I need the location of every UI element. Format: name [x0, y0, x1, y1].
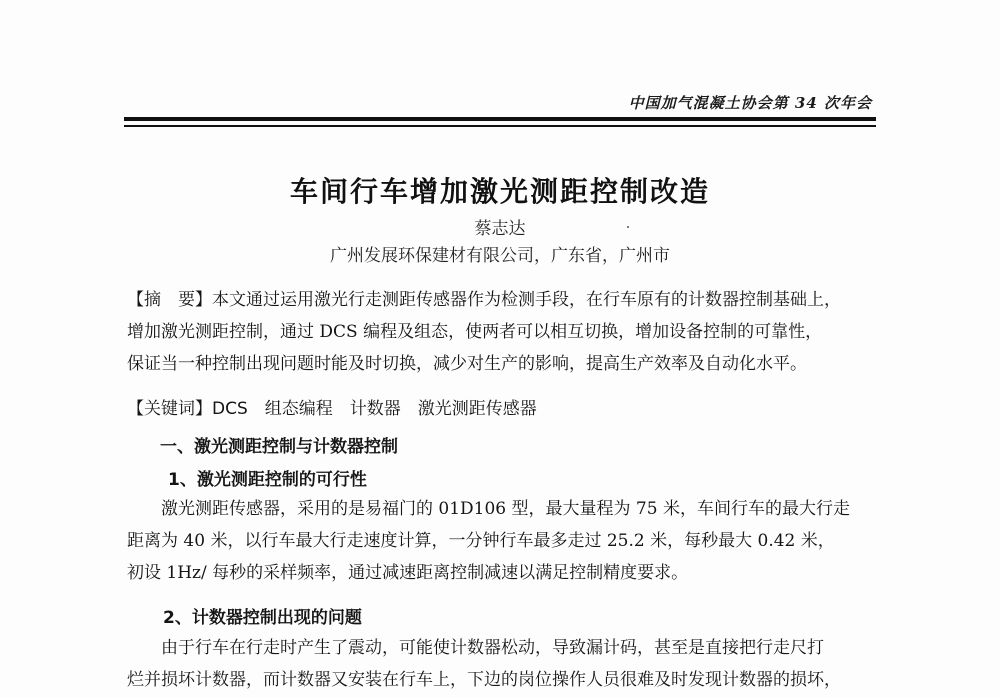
body-paragraph-2	[161, 632, 824, 664]
header-rule-thick	[124, 117, 876, 121]
abstract-block	[127, 284, 841, 380]
body-paragraph-1	[161, 493, 850, 525]
body-line: 烂并损坏计数器，而计数器又安装在行车上，下边的岗位操作人员很难及时发现计数器的损坏，	[127, 670, 841, 690]
conference-header: 中国加气混凝土协会第 34 次年会	[628, 94, 872, 112]
keywords-line: 【关键词】DCS 组态编程 计数器 激光测距传感器	[127, 399, 537, 419]
body-paragraph-2-cont	[127, 664, 841, 696]
body-paragraph-1-cont	[127, 525, 835, 589]
body-line: 初设 1Hz/ 每秒的采样频率，通过减速距离控制减速以满足控制精度要求。	[127, 563, 689, 583]
abstract-line: 增加激光测距控制，通过 DCS 编程及组态，使两者可以相互切换，增加设备控制的可靠性，	[127, 322, 823, 342]
subsection-heading-1-1: 1、激光测距控制的可行性	[168, 470, 367, 490]
body-line: 激光测距传感器，采用的是易福门的 01D106 型，最大量程为 75 米，车间行车的最大行走	[161, 499, 850, 519]
header-rule-thin	[124, 125, 876, 127]
paper-title: 车间行车增加激光测距控制改造	[289, 175, 710, 208]
subsection-heading-1-2: 2、计数器控制出现的问题	[163, 608, 362, 628]
section-heading-1: 一、激光测距控制与计数器控制	[160, 437, 398, 457]
body-line: 由于行车在行走时产生了震动，可能使计数器松动，导致漏计码，甚至是直接把行走尺打	[161, 638, 824, 658]
paper-author: 蔡志达	[474, 219, 526, 239]
body-line: 距离为 40 米，以行车最大行走速度计算，一分钟行车最多走过 25.2 米，每秒最大 0.42 米，	[127, 531, 835, 551]
paper-affiliation: 广州发展环保建材有限公司，广东省，广州市	[330, 246, 670, 266]
abstract-line: 【摘 要】本文通过运用激光行走测距传感器作为检测手段，在行车原有的计数器控制基础上，	[127, 290, 841, 310]
abstract-line: 保证当一种控制出现问题时能及时切换，减少对生产的影响，提高生产效率及自动化水平。	[127, 354, 807, 374]
scan-speck	[627, 226, 629, 228]
